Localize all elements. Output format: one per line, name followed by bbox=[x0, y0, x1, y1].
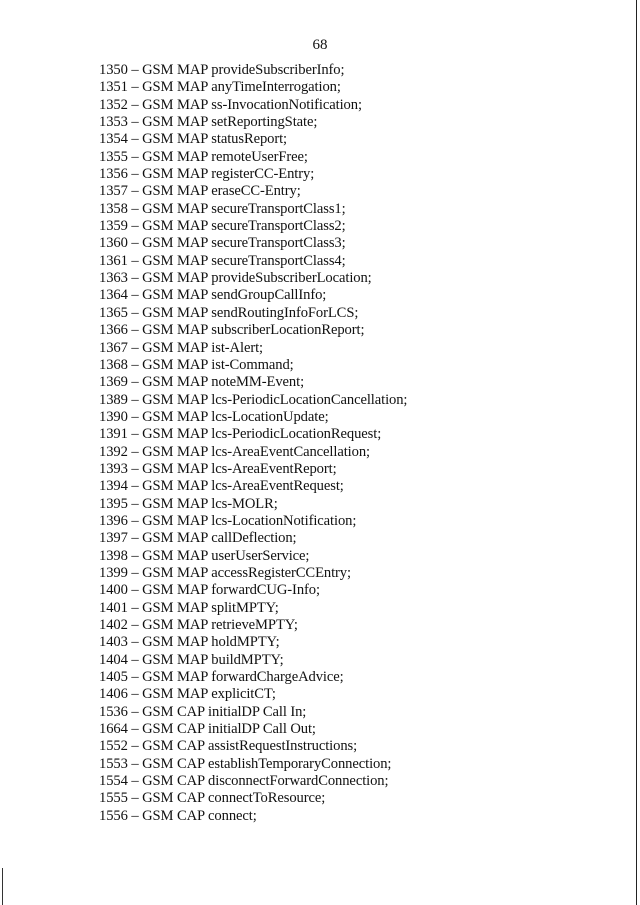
list-item: 1391 – GSM MAP lcs-PeriodicLocationRequest; bbox=[99, 426, 382, 443]
list-item: 1396 – GSM MAP lcs-LocationNotification; bbox=[99, 512, 357, 529]
list-item: 1364 – GSM MAP sendGroupCallInfo; bbox=[99, 287, 327, 304]
list-item: 1389 – GSM MAP lcs-PeriodicLocationCancellation; bbox=[99, 391, 408, 408]
list-item: 1361 – GSM MAP secureTransportClass4; bbox=[99, 252, 346, 269]
list-item: 1368 – GSM MAP ist-Command; bbox=[99, 356, 294, 373]
list-item: 1552 – GSM CAP assistRequestInstructions; bbox=[99, 738, 358, 755]
list-item: 1399 – GSM MAP accessRegisterCCEntry; bbox=[99, 564, 351, 581]
list-item: 1356 – GSM MAP registerCC-Entry; bbox=[99, 166, 315, 183]
list-item: 1553 – GSM CAP establishTemporaryConnection; bbox=[99, 755, 392, 772]
list-item: 1403 – GSM MAP holdMPTY; bbox=[99, 634, 280, 651]
list-item: 1357 – GSM MAP eraseCC-Entry; bbox=[99, 183, 301, 200]
list-item: 1350 – GSM MAP provideSubscriberInfo; bbox=[99, 62, 345, 78]
page-edge-line bbox=[636, 0, 637, 905]
list-item: 1354 – GSM MAP statusReport; bbox=[99, 131, 288, 148]
page-number: 68 bbox=[312, 37, 328, 53]
list-item: 1369 – GSM MAP noteMM-Event; bbox=[99, 374, 305, 391]
list-item: 1359 – GSM MAP secureTransportClass2; bbox=[99, 218, 346, 235]
list-item: 1355 – GSM MAP remoteUserFree; bbox=[99, 148, 308, 165]
list-item: 1397 – GSM MAP callDeflection; bbox=[99, 530, 297, 547]
list-item: 1402 – GSM MAP retrieveMPTY; bbox=[99, 617, 298, 633]
list-item: 1395 – GSM MAP lcs-MOLR; bbox=[99, 495, 278, 512]
list-item: 1398 – GSM MAP userUserService; bbox=[99, 547, 310, 564]
scan-edge-mark bbox=[2, 868, 3, 905]
operation-code-list bbox=[99, 62, 407, 825]
list-item: 1401 – GSM MAP splitMPTY; bbox=[99, 599, 279, 616]
list-item: 1363 – GSM MAP provideSubscriberLocation; bbox=[99, 270, 372, 287]
list-item: 1394 – GSM MAP lcs-AreaEventRequest; bbox=[99, 478, 344, 495]
list-item: 1400 – GSM MAP forwardCUG-Info; bbox=[99, 582, 320, 599]
list-item: 1352 – GSM MAP ss-InvocationNotification; bbox=[99, 96, 362, 113]
list-item: 1360 – GSM MAP secureTransportClass3; bbox=[99, 235, 346, 252]
list-item: 1365 – GSM MAP sendRoutingInfoForLCS; bbox=[99, 304, 359, 321]
list-item: 1406 – GSM MAP explicitCT; bbox=[99, 686, 276, 703]
list-item: 1366 – GSM MAP subscriberLocationReport; bbox=[99, 322, 365, 339]
list-item: 1393 – GSM MAP lcs-AreaEventReport; bbox=[99, 460, 337, 477]
list-item: 1367 – GSM MAP ist-Alert; bbox=[99, 339, 263, 356]
list-item: 1536 – GSM CAP initialDP Call In; bbox=[99, 703, 307, 720]
list-item: 1353 – GSM MAP setReportingState; bbox=[99, 114, 318, 131]
list-item: 1358 – GSM MAP secureTransportClass1; bbox=[99, 200, 346, 217]
list-item: 1390 – GSM MAP lcs-LocationUpdate; bbox=[99, 408, 329, 425]
list-item: 1664 – GSM CAP initialDP Call Out; bbox=[99, 721, 316, 738]
list-item: 1556 – GSM CAP connect; bbox=[99, 807, 257, 824]
list-item: 1554 – GSM CAP disconnectForwardConnection; bbox=[99, 773, 389, 790]
list-item: 1405 – GSM MAP forwardChargeAdvice; bbox=[99, 669, 344, 686]
list-item: 1404 – GSM MAP buildMPTY; bbox=[99, 651, 284, 668]
list-item: 1555 – GSM CAP connectToResource; bbox=[99, 790, 326, 807]
list-item: 1392 – GSM MAP lcs-AreaEventCancellation; bbox=[99, 443, 370, 460]
list-item: 1351 – GSM MAP anyTimeInterrogation; bbox=[99, 79, 341, 96]
